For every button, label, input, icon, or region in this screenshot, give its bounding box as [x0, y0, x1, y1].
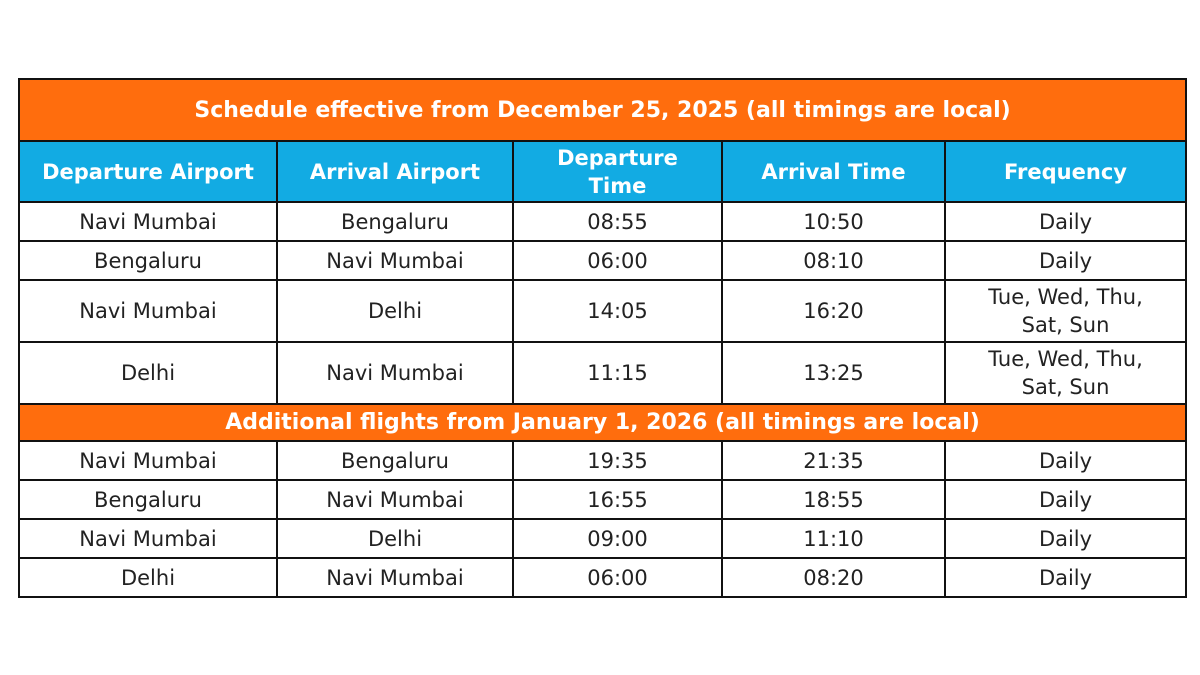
arrival-time-cell: 16:20 — [722, 280, 945, 342]
departure-time-cell: 09:00 — [513, 519, 722, 558]
departure-airport-cell: Delhi — [19, 558, 277, 597]
column-header-arrival-time: Arrival Time — [722, 141, 945, 202]
table-row — [19, 441, 1186, 480]
arrival-airport-cell: Navi Mumbai — [277, 342, 513, 404]
table-header-row — [19, 141, 1186, 202]
table-row — [19, 342, 1186, 404]
departure-airport-cell: Bengaluru — [19, 480, 277, 519]
arrival-airport-cell: Delhi — [277, 519, 513, 558]
frequency-cell: Tue, Wed, Thu, Sat, Sun — [945, 280, 1186, 342]
arrival-airport-cell: Bengaluru — [277, 441, 513, 480]
departure-time-cell: 19:35 — [513, 441, 722, 480]
arrival-airport-cell: Delhi — [277, 280, 513, 342]
arrival-airport-cell: Navi Mumbai — [277, 480, 513, 519]
departure-time-cell: 14:05 — [513, 280, 722, 342]
departure-airport-cell: Delhi — [19, 342, 277, 404]
departure-time-cell: 11:15 — [513, 342, 722, 404]
frequency-cell: Tue, Wed, Thu, Sat, Sun — [945, 342, 1186, 404]
departure-time-cell: 08:55 — [513, 202, 722, 241]
departure-time-cell: 16:55 — [513, 480, 722, 519]
frequency-cell: Daily — [945, 480, 1186, 519]
arrival-time-cell: 21:35 — [722, 441, 945, 480]
arrival-time-cell: 08:20 — [722, 558, 945, 597]
departure-airport-cell: Navi Mumbai — [19, 441, 277, 480]
column-header-departure-airport: Departure Airport — [19, 141, 277, 202]
departure-time-cell: 06:00 — [513, 241, 722, 280]
table-row — [19, 202, 1186, 241]
frequency-cell: Daily — [945, 558, 1186, 597]
departure-airport-cell: Bengaluru — [19, 241, 277, 280]
departure-airport-cell: Navi Mumbai — [19, 519, 277, 558]
schedule-banner: Schedule effective from December 25, 2025 (all timings are local) — [19, 79, 1186, 141]
table-row — [19, 519, 1186, 558]
column-header-departure-time: Departure Time — [513, 141, 722, 202]
table-row — [19, 241, 1186, 280]
arrival-time-cell: 08:10 — [722, 241, 945, 280]
departure-airport-cell: Navi Mumbai — [19, 202, 277, 241]
departure-time-cell: 06:00 — [513, 558, 722, 597]
table-row — [19, 558, 1186, 597]
additional-flights-banner: Additional flights from January 1, 2026 (all timings are local) — [19, 404, 1186, 441]
frequency-cell: Daily — [945, 441, 1186, 480]
column-header-arrival-airport: Arrival Airport — [277, 141, 513, 202]
table-row — [19, 280, 1186, 342]
arrival-airport-cell: Navi Mumbai — [277, 558, 513, 597]
frequency-cell: Daily — [945, 202, 1186, 241]
arrival-time-cell: 13:25 — [722, 342, 945, 404]
arrival-time-cell: 10:50 — [722, 202, 945, 241]
departure-airport-cell: Navi Mumbai — [19, 280, 277, 342]
frequency-cell: Daily — [945, 241, 1186, 280]
flight-schedule-table — [18, 78, 1187, 598]
table-row — [19, 480, 1186, 519]
frequency-cell: Daily — [945, 519, 1186, 558]
arrival-airport-cell: Navi Mumbai — [277, 241, 513, 280]
arrival-time-cell: 11:10 — [722, 519, 945, 558]
arrival-time-cell: 18:55 — [722, 480, 945, 519]
arrival-airport-cell: Bengaluru — [277, 202, 513, 241]
column-header-frequency: Frequency — [945, 141, 1186, 202]
